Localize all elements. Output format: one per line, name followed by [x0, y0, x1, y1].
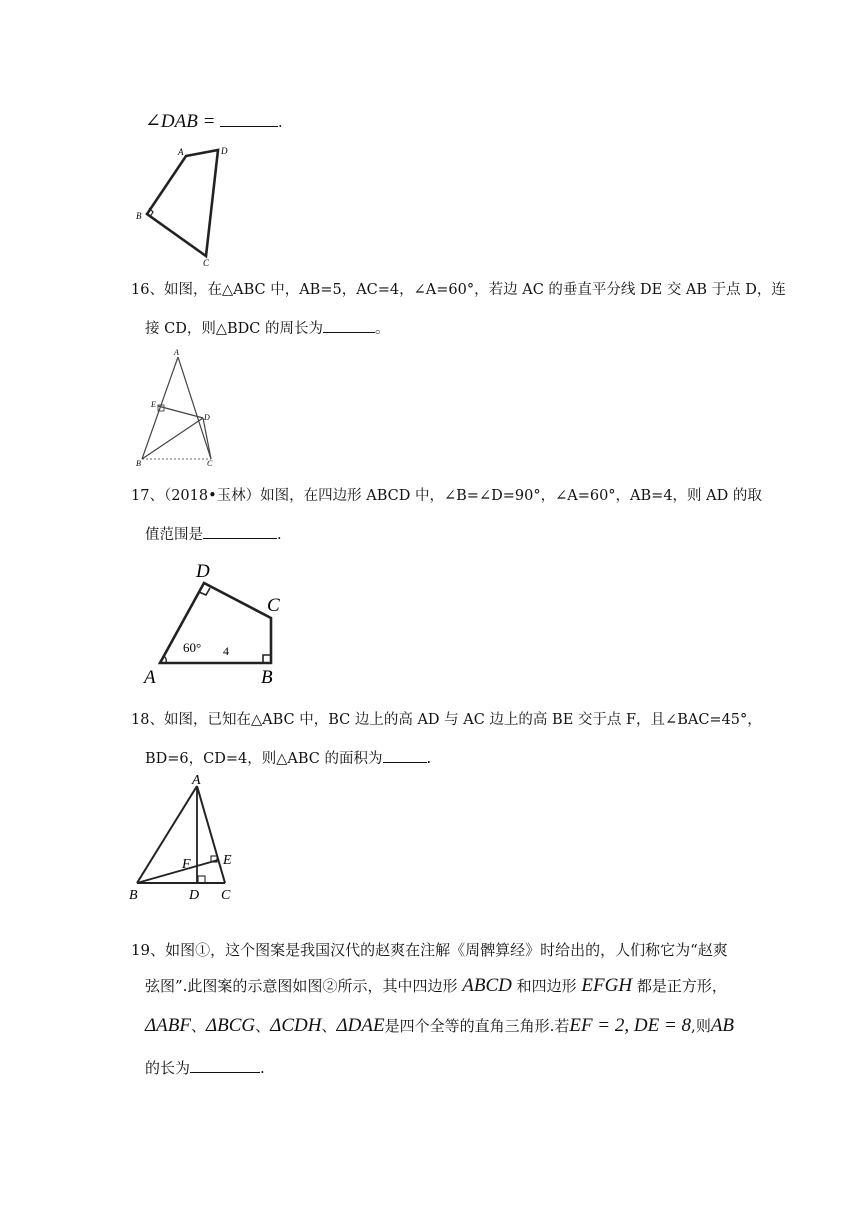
label-e: E [223, 853, 232, 868]
label-c: C [203, 258, 210, 268]
label-a: A [144, 667, 156, 688]
quad-abcd-shape [160, 583, 271, 663]
square-efgh-label: EFGH [581, 975, 633, 996]
q16-line-2: 接 CD，则△BDC 的周长为 。 [145, 316, 389, 339]
label-b: B [261, 667, 273, 688]
q15-answer-line: ∠DAB = . [145, 111, 283, 132]
figure-15-quadrilateral [130, 140, 240, 270]
right-angle-mark-d [198, 876, 205, 883]
label-c: C [221, 888, 231, 903]
label-b: B [129, 888, 138, 903]
side-ab [142, 357, 178, 459]
side-ac [197, 786, 225, 883]
label-b: B [136, 211, 142, 221]
angle-label-60: 60° [183, 640, 202, 655]
label-f: F [182, 857, 191, 872]
q19-line-3: ΔABF、ΔBCG、ΔCDH、ΔDAE是四个全等的直角三角形.若EF = 2, DE = 8,则AB [145, 1015, 735, 1036]
side-ac [178, 357, 211, 459]
label-c: C [267, 595, 280, 616]
figure-16-triangle [130, 345, 230, 470]
label-a: A [178, 147, 184, 157]
q15-answer-blank[interactable] [220, 110, 278, 127]
label-d: D [204, 413, 210, 422]
q19-line-1: 19、如图①，这个图案是我国汉代的赵爽在注解《周髀算经》时给出的，人们称它为“赵爽 [131, 941, 728, 959]
q18-line-2: BD=6，CD=4，则△ABC 的面积为 . [145, 746, 431, 769]
triangle-bcg-label: ΔBCG [206, 1015, 256, 1036]
label-a: A [192, 773, 201, 788]
label-b: B [136, 459, 141, 468]
q17-answer-blank[interactable] [203, 522, 277, 539]
label-a: A [174, 348, 179, 357]
triangle-dae-label: ΔDAE [336, 1015, 385, 1036]
q16-answer-blank[interactable] [323, 316, 375, 333]
q19-answer-blank[interactable] [190, 1056, 260, 1073]
segment-db [142, 418, 203, 459]
q19-line-2: 弦图”.此图案的示意图如图②所示，其中四边形 ABCD 和四边形 EFGH 都是正方形， [145, 975, 727, 996]
q18-answer-blank[interactable] [383, 746, 427, 763]
segment-ab-label: AB [710, 1015, 735, 1036]
triangle-abf-label: ΔABF [145, 1015, 191, 1036]
q16-line-1: 16、如图，在△ABC 中，AB=5，AC=4，∠A=60°，若边 AC 的垂直平分线 DE 交 AB 于点 D，连 [131, 282, 786, 298]
side-length-label: 4 [223, 644, 229, 658]
angle-dab-expression: ∠DAB = [145, 111, 216, 132]
q17-line-2: 值范围是 . [145, 522, 282, 545]
triangle-cdh-label: ΔCDH [270, 1015, 322, 1036]
q18-line-1: 18、如图，已知在△ABC 中，BC 边上的高 AD 与 AC 边上的高 BE 交于点 F，且∠BAC=45°， [131, 712, 762, 728]
figure-18-triangle [125, 768, 250, 903]
label-d: D [189, 888, 200, 903]
square-abcd-label: ABCD [462, 975, 512, 996]
figure-17-quadrilateral [140, 555, 295, 690]
condition-expression: EF = 2, DE = 8 [569, 1015, 692, 1036]
label-e: E [151, 400, 156, 409]
q17-line-1: 17、（2018•玉林）如图，在四边形 ABCD 中，∠B=∠D=90°，∠A=60°，AB=4，则 AD 的取 [131, 488, 762, 504]
label-c: C [207, 459, 213, 468]
label-d: D [196, 561, 210, 582]
q19-line-4: 的长为 . [145, 1056, 265, 1078]
quad-abcd-shape [147, 150, 218, 256]
label-d: D [221, 146, 228, 156]
